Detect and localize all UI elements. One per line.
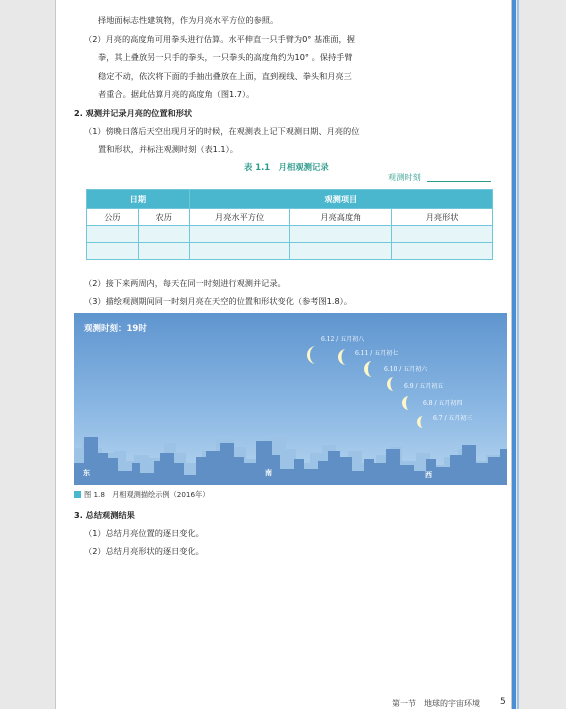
table-group-header: 观测项目 <box>189 190 492 209</box>
table-cell <box>392 243 493 260</box>
table-cell <box>189 226 290 243</box>
table-caption: 表 1.1 月相观测记录 <box>244 162 329 172</box>
observation-time-blank <box>427 181 491 182</box>
paragraph-line: （3）描绘观测期间同一时刻月亮在天空的位置和形状变化（参考图1.8）。 <box>84 296 352 306</box>
table-cell <box>87 226 139 243</box>
table-cell <box>290 226 392 243</box>
table-cell <box>392 226 493 243</box>
paragraph-line: 稳定不动，依次将下面的手抽出叠放在上面，直到视线、拳头和月亮三 <box>98 71 352 81</box>
table-column-header: 月亮高度角 <box>290 209 392 226</box>
table-cell <box>189 243 290 260</box>
direction-label-south: 南 <box>265 469 272 477</box>
observation-table <box>86 189 493 260</box>
blue-edge-strip <box>512 0 516 709</box>
figure-caption-text: 图 1.8 月相观测描绘示例（2016年） <box>84 490 210 499</box>
table-column-header: 月亮水平方位 <box>189 209 290 226</box>
table-row <box>87 243 493 260</box>
page-number: 5 <box>500 697 506 707</box>
moon-label: 6.12 / 五月初八 <box>321 336 365 343</box>
paragraph-line: 择地面标志性建筑物，作为月亮水平方位的参照。 <box>98 15 279 25</box>
footer-section-title: 第一节 地球的宇宙环境 <box>392 699 480 708</box>
observation-time-label: 观测时刻 <box>388 172 421 182</box>
table-cell <box>290 243 392 260</box>
paragraph-line: （1）傍晚日落后天空出现月牙的时候，在观测表上记下观测日期、月亮的位 <box>84 126 360 136</box>
table-column-header: 月亮形状 <box>392 209 493 226</box>
figure-caption <box>74 490 209 500</box>
moon-label: 6.11 / 五月初七 <box>355 350 399 357</box>
moon-observation-figure <box>74 313 507 485</box>
paragraph-line: （2）月亮的高度角可用拳头进行估算。水平伸直一只手臂为0° 基准面，握 <box>84 34 355 44</box>
paragraph-line: 置和形状，并标注观测时刻（表1.1）。 <box>98 144 238 154</box>
paragraph-line: 拳，其上叠放另一只手的拳头，一只拳头的高度角约为10° 。保持手臂 <box>98 52 353 62</box>
direction-label-west: 西 <box>425 471 432 479</box>
section-heading: 2. 观测并记录月亮的位置和形状 <box>74 108 193 118</box>
table-column-header: 公历 <box>87 209 139 226</box>
table-row <box>87 226 493 243</box>
table-group-header: 日期 <box>87 190 190 209</box>
paragraph-line: 者重合。据此估算月亮的高度角（图1.7）。 <box>98 89 255 99</box>
paragraph-line: （2）接下来两周内，每天在同一时刻进行观测并记录。 <box>84 278 286 288</box>
blue-edge-strip-light <box>517 0 519 709</box>
paragraph-line: （1）总结月亮位置的逐日变化。 <box>84 528 204 538</box>
table-cell <box>138 226 189 243</box>
page-edge-left <box>55 0 56 709</box>
moon-label: 6.7 / 五月初三 <box>433 415 473 422</box>
moon-label: 6.8 / 五月初四 <box>423 400 463 407</box>
direction-label-east: 东 <box>83 469 90 477</box>
table-column-header: 农历 <box>138 209 189 226</box>
section-heading: 3. 总结观测结果 <box>74 510 135 520</box>
moon-label: 6.9 / 五月初五 <box>404 383 444 390</box>
figure-time-label: 观测时刻：19时 <box>84 324 147 334</box>
caption-marker-icon <box>74 491 81 498</box>
table-cell <box>138 243 189 260</box>
paragraph-line: （2）总结月亮形状的逐日变化。 <box>84 546 204 556</box>
table-cell <box>87 243 139 260</box>
moon-label: 6.10 / 五月初六 <box>384 366 428 373</box>
